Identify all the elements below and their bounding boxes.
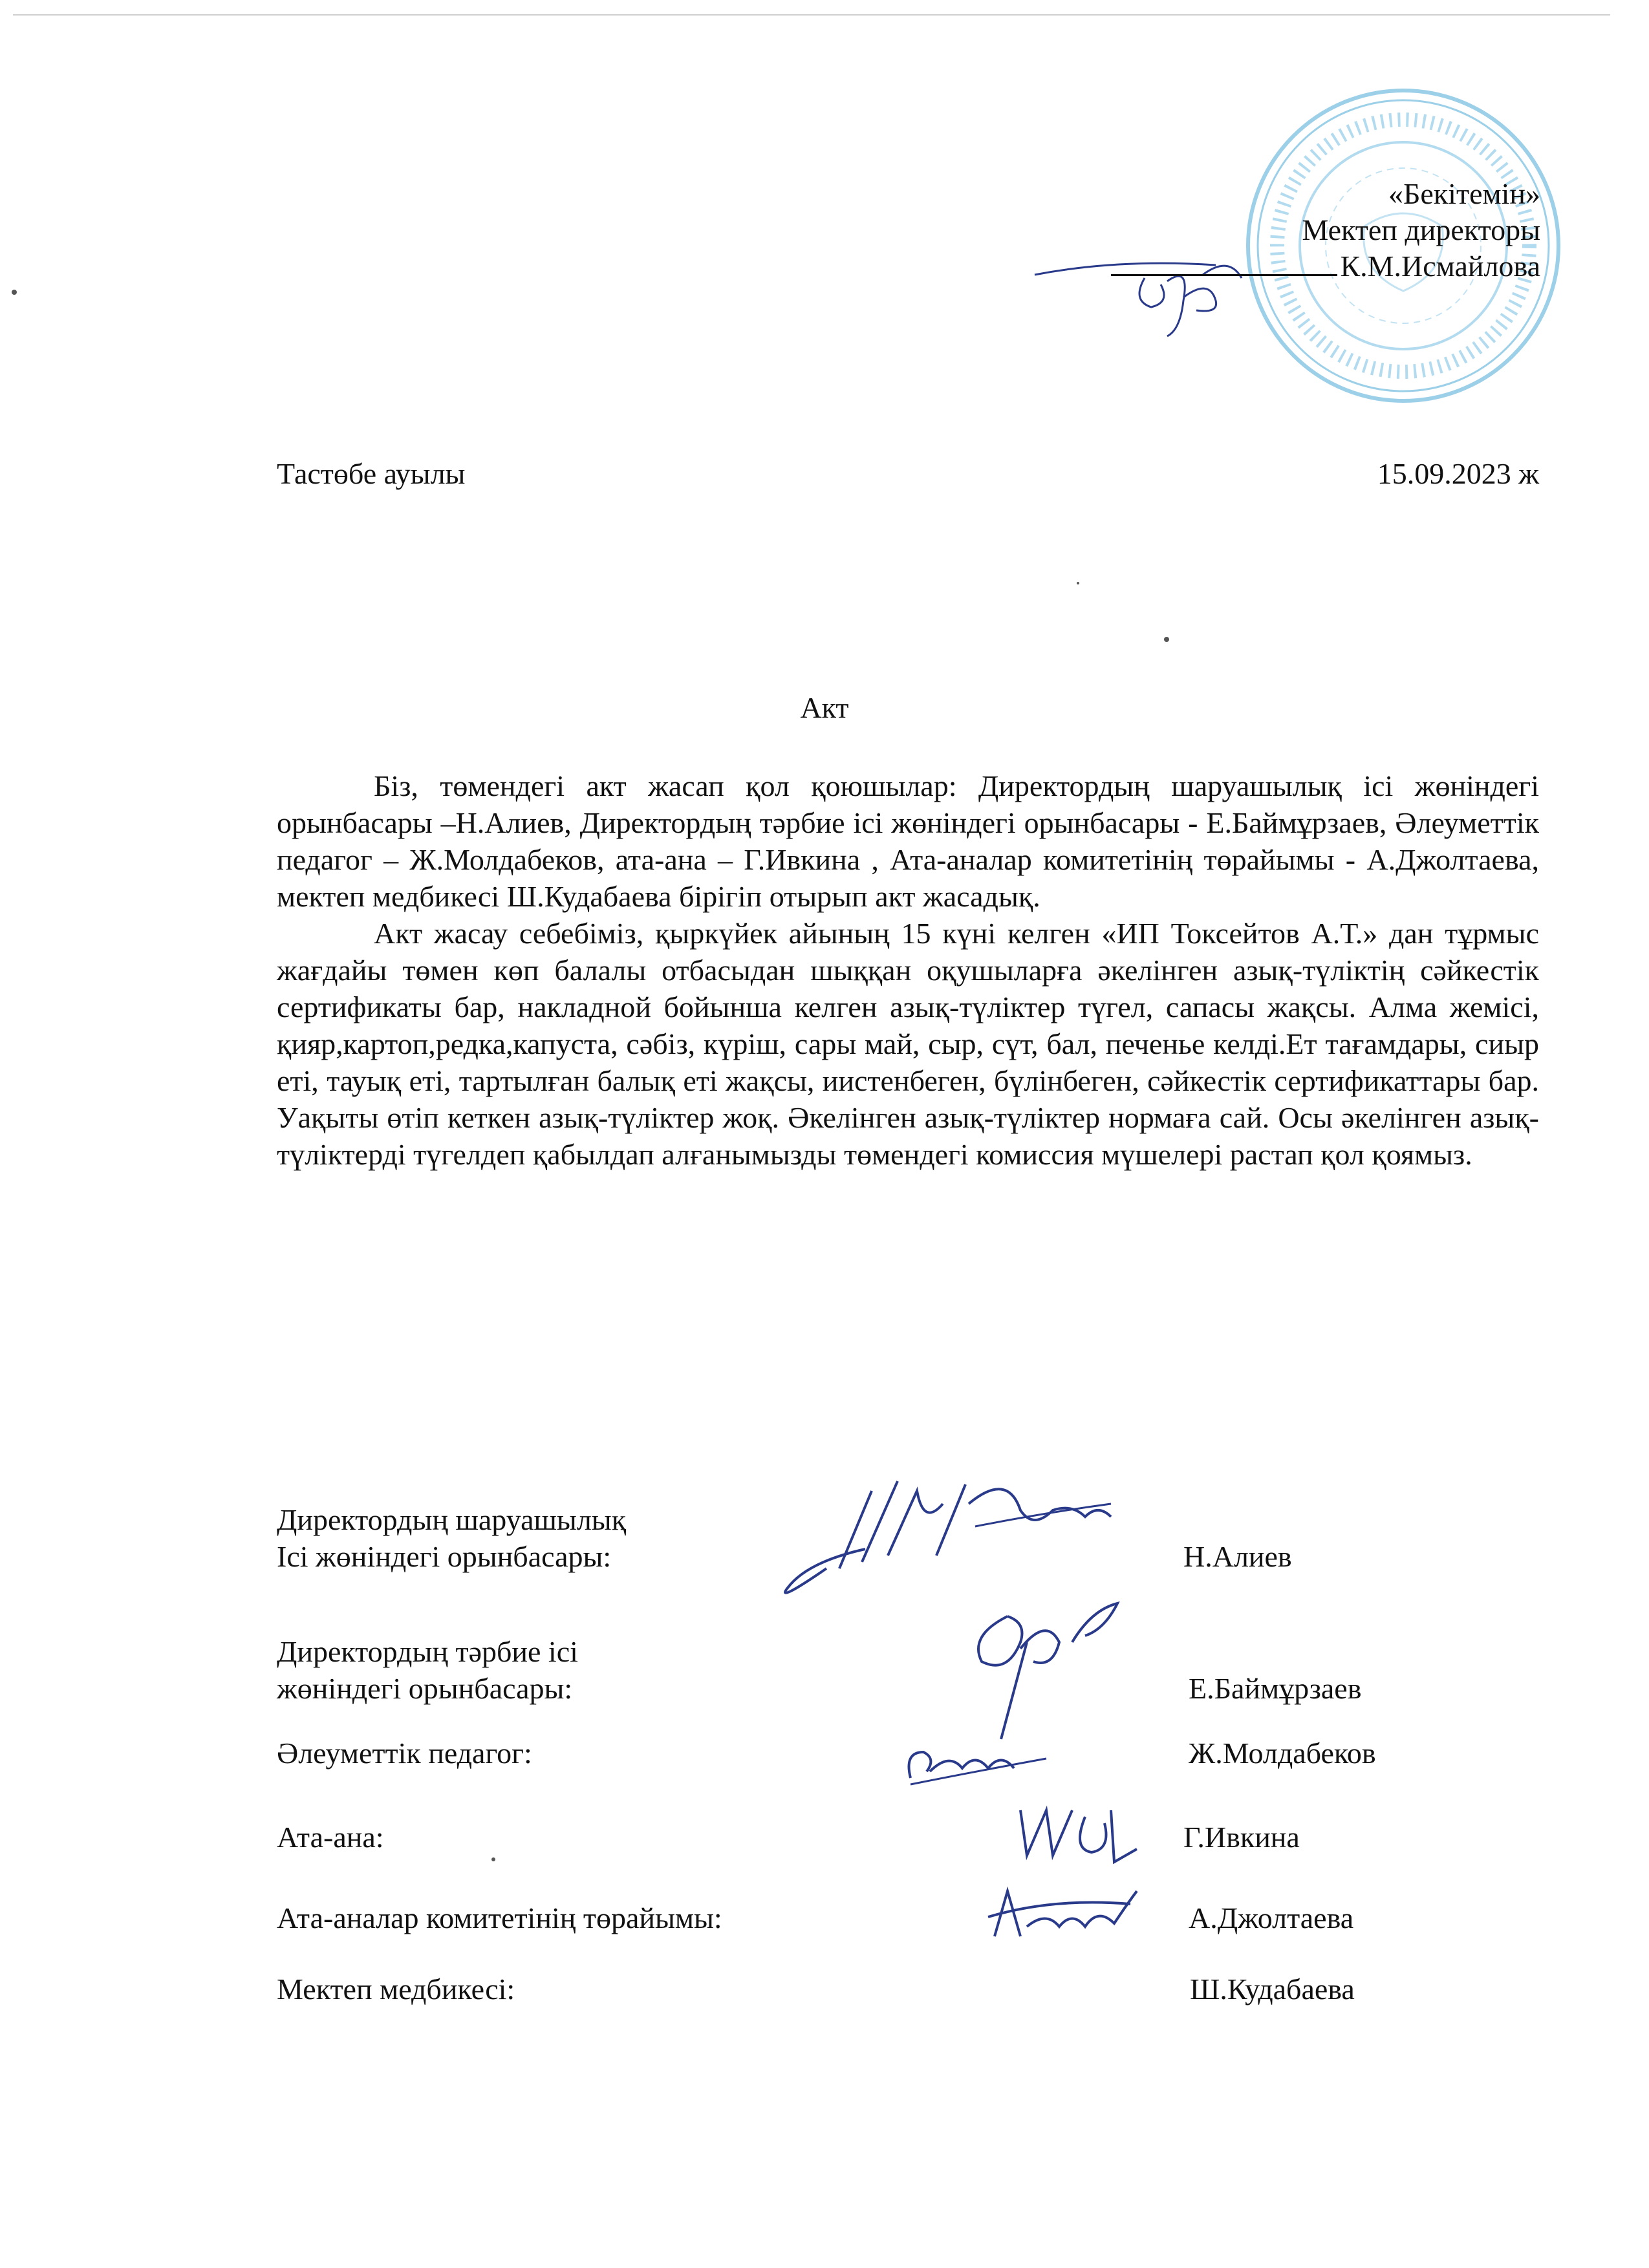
signatory-name: Г.Ивкина xyxy=(1183,1821,1300,1854)
role-line-2: Ата-аналар комитетінің төрайымы: xyxy=(277,1901,722,1934)
signatory-name: Е.Баймұрзаев xyxy=(1189,1672,1362,1705)
document-body xyxy=(277,767,1539,1173)
signatory-row xyxy=(277,1804,1505,1856)
signatory-role xyxy=(277,1971,515,2007)
approval-position: Мектеп директоры xyxy=(1302,213,1540,247)
document-title: Акт xyxy=(800,691,849,724)
signatory-row xyxy=(277,1484,1505,1575)
signature-ivkina xyxy=(1008,1791,1150,1868)
signatory-name: Н.Алиев xyxy=(1183,1540,1292,1573)
approval-block xyxy=(958,176,1540,284)
signatory-role xyxy=(277,1899,722,1936)
signature-underline xyxy=(1111,248,1337,276)
signatory-name: А.Джолтаева xyxy=(1189,1901,1354,1934)
role-line-2: Ісі жөніндегі орынбасары: xyxy=(277,1540,612,1573)
signature-dzholtaeva xyxy=(975,1878,1150,1949)
scan-speck xyxy=(491,1857,495,1861)
signatory-row xyxy=(277,1616,1505,1707)
body-paragraph: Акт жасау себебіміз, қыркүйек айының 15 күні келген «ИП Токсейтов А.Т.» дан тұрмыс жағдайы төмен көп балалы отбасыдан шыққан оқушыларға әкелінген азық-түліктің сәйкестік сертификаты бар, накладной бойынша келген азық-түліктер түгел, сапасы жақсы. Алма жемісі, қияр,картоп,редка,капуста, сәбіз, күріш, сары май, сыр, сүт, бал, печенье келді.Ет тағамдары, сиыр еті, тауық еті, тартылған балық еті жақсы, иистенбеген, бүлінбеген, сәйкестік сертификаттары бар. Уақыты өтіп кеткен азық-түліктер жоқ. Әкелінген азық-түліктер нормаға сай. Осы әкелінген азық-түліктерді түгелдеп қабылдап алғанымызды төмендегі комиссия мүшелері растап қол қоямыз. xyxy=(277,917,1539,1171)
role-line-2: Мектеп медбикесі: xyxy=(277,1973,515,2006)
signatory-role xyxy=(277,1501,626,1575)
signatory-row xyxy=(277,1956,1505,2007)
signature-aliev xyxy=(749,1465,1150,1614)
signatory-role xyxy=(277,1633,578,1707)
scan-speck xyxy=(1164,637,1169,642)
document-date: 15.09.2023 ж xyxy=(1377,457,1539,490)
signatory-name: Ж.Молдабеков xyxy=(1189,1737,1376,1770)
body-paragraph: Біз, төмендегі акт жасап қол қоюшылар: Директордың шаруашылық ісі жөніндегі орынбасары –Н.Алиев, Директордың тәрбие ісі жөніндегі орынбасары - Е.Баймұрзаев, Әлеуметтік педагог – Ж.Молдабеков, ата-ана – Г.Ивкина , Ата-аналар комитетінің төрайымы - А.Джолтаева, мектеп медбикесі Ш.Кудабаева бірігіп отырып акт жасадық. xyxy=(277,769,1539,913)
place-name: Тастөбе ауылы xyxy=(277,457,466,490)
signature-moldabekov xyxy=(898,1707,1079,1797)
signatory-role xyxy=(277,1819,384,1856)
scan-edge-line xyxy=(13,14,1610,16)
role-line-1: Директордың тәрбие ісі xyxy=(277,1635,578,1668)
role-line-2: жөніндегі орынбасары: xyxy=(277,1672,573,1705)
signatory-row xyxy=(277,1885,1505,1936)
signatory-name: Ш.Кудабаева xyxy=(1190,1973,1355,2006)
scan-speck xyxy=(12,290,17,295)
approval-signature-line xyxy=(958,248,1540,284)
role-line-2: Әлеуметтік педагог: xyxy=(277,1737,532,1770)
signatory-row xyxy=(277,1720,1505,1771)
role-line-1: Директордың шаруашылық xyxy=(277,1503,627,1536)
approval-name: К.М.Исмайлова xyxy=(1340,250,1540,283)
signatory-role xyxy=(277,1735,532,1771)
approval-heading: «Бекітемін» xyxy=(1388,177,1540,210)
role-line-2: Ата-ана: xyxy=(277,1821,384,1854)
scan-speck xyxy=(1077,582,1079,584)
